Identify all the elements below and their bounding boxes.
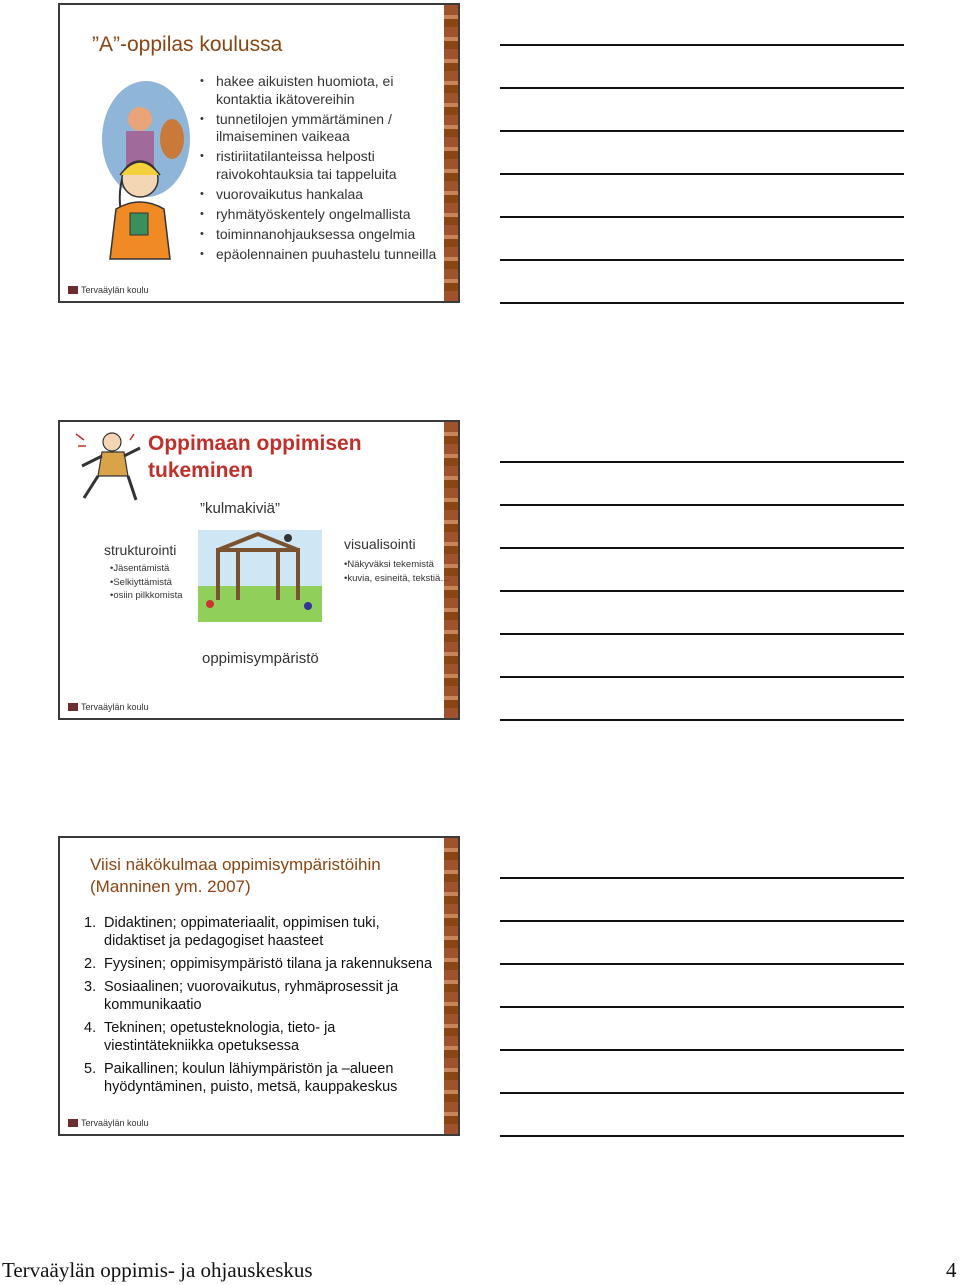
slide-subtitle: ”kulmakiviä” [200, 500, 281, 517]
bullet-list [200, 73, 440, 266]
list-item: 2. Fyysinen; oppimisympäristö tilana ja rakennuksena [84, 956, 433, 972]
note-line [500, 920, 904, 922]
right-heading: visualisointi [344, 536, 416, 552]
note-line [500, 259, 904, 261]
note-line [500, 590, 904, 592]
page-footer: Tervaäylän oppimis- ja ohjauskeskus [2, 1258, 313, 1282]
bottom-label: oppimisympäristö [202, 650, 319, 667]
slide-stripe [444, 838, 458, 1134]
school-logo [68, 702, 149, 712]
right-list [344, 558, 454, 585]
logo-text: Tervaäylän koulu [81, 702, 149, 712]
logo-mark-icon [68, 1119, 78, 1127]
slide-title: Viisi näkökulmaa oppimisympäristöihin (Manninen ym. 2007) [90, 855, 381, 896]
note-line [500, 676, 904, 678]
slide-2 [58, 420, 460, 720]
list-item: •Selkiyttämistä [110, 576, 172, 588]
list-item: 1. Didaktinen; oppimateriaalit, oppimisen tuki, didaktiset ja pedagogiset haasteet [84, 915, 380, 949]
slide-stripe [444, 5, 458, 301]
school-logo [68, 285, 149, 295]
note-line [500, 1135, 904, 1137]
list-item: • toiminnanohjauksessa ongelmia [200, 226, 440, 244]
list-item: 4. Tekninen; opetusteknologia, tieto- ja viestintätekniikka opetuksessa [84, 1020, 336, 1054]
note-line [500, 963, 904, 965]
list-item: • vuorovaikutus hankalaa [200, 186, 440, 204]
list-item: 5. Paikallinen; koulun lähiympäristön ja –alueen hyödyntäminen, puisto, metsä, kauppakeskus [84, 1061, 398, 1095]
left-heading: strukturointi [104, 542, 177, 558]
note-line [500, 633, 904, 635]
logo-text: Tervaäylän koulu [81, 1118, 149, 1128]
list-item: • ristiriitatilanteissa helposti raivokohtauksia tai tappeluita [200, 148, 440, 183]
note-line [500, 216, 904, 218]
note-line [500, 1049, 904, 1051]
note-line [500, 130, 904, 132]
slide-title: Oppimaan oppimisen tukeminen [148, 432, 362, 482]
school-logo [68, 1118, 149, 1128]
list-item: • hakee aikuisten huomiota, ei kontaktia ikätovereihin [200, 73, 440, 108]
running-man-illustration [74, 428, 144, 504]
timber-frame-builders-illustration [198, 530, 322, 622]
slide-1 [58, 3, 460, 303]
list-item: •Jäsentämistä [110, 563, 170, 574]
note-line [500, 173, 904, 175]
note-line [500, 44, 904, 46]
list-item: • ryhmätyöskentely ongelmallista [200, 206, 440, 224]
note-line [500, 302, 904, 304]
note-line [500, 87, 904, 89]
numbered-list [84, 914, 434, 1101]
note-line [500, 504, 904, 506]
logo-mark-icon [68, 703, 78, 711]
logo-mark-icon [68, 286, 78, 294]
logo-text: Tervaäylän koulu [81, 285, 149, 295]
note-line [500, 1006, 904, 1008]
note-line [500, 461, 904, 463]
note-line [500, 719, 904, 721]
note-line [500, 877, 904, 879]
list-item: •Näkyväksi tekemistä [344, 559, 434, 570]
left-list [110, 562, 183, 603]
woman-portrait-illustration [96, 79, 196, 269]
list-item: • epäolennainen puuhastelu tunneilla [200, 246, 440, 264]
list-item: 3. Sosiaalinen; vuorovaikutus, ryhmäprosessit ja kommunikaatio [84, 979, 399, 1013]
list-item: •osiin pilkkomista [110, 590, 183, 601]
page-number: 4 [946, 1258, 957, 1282]
note-line [500, 547, 904, 549]
list-item: •kuvia, esineitä, tekstiä… [344, 572, 450, 584]
note-line [500, 1092, 904, 1094]
slide-title: ”A”-oppilas koulussa [92, 33, 283, 56]
list-item: • tunnetilojen ymmärtäminen / ilmaiseminen vaikeaa [200, 111, 440, 146]
slide-3 [58, 836, 460, 1136]
